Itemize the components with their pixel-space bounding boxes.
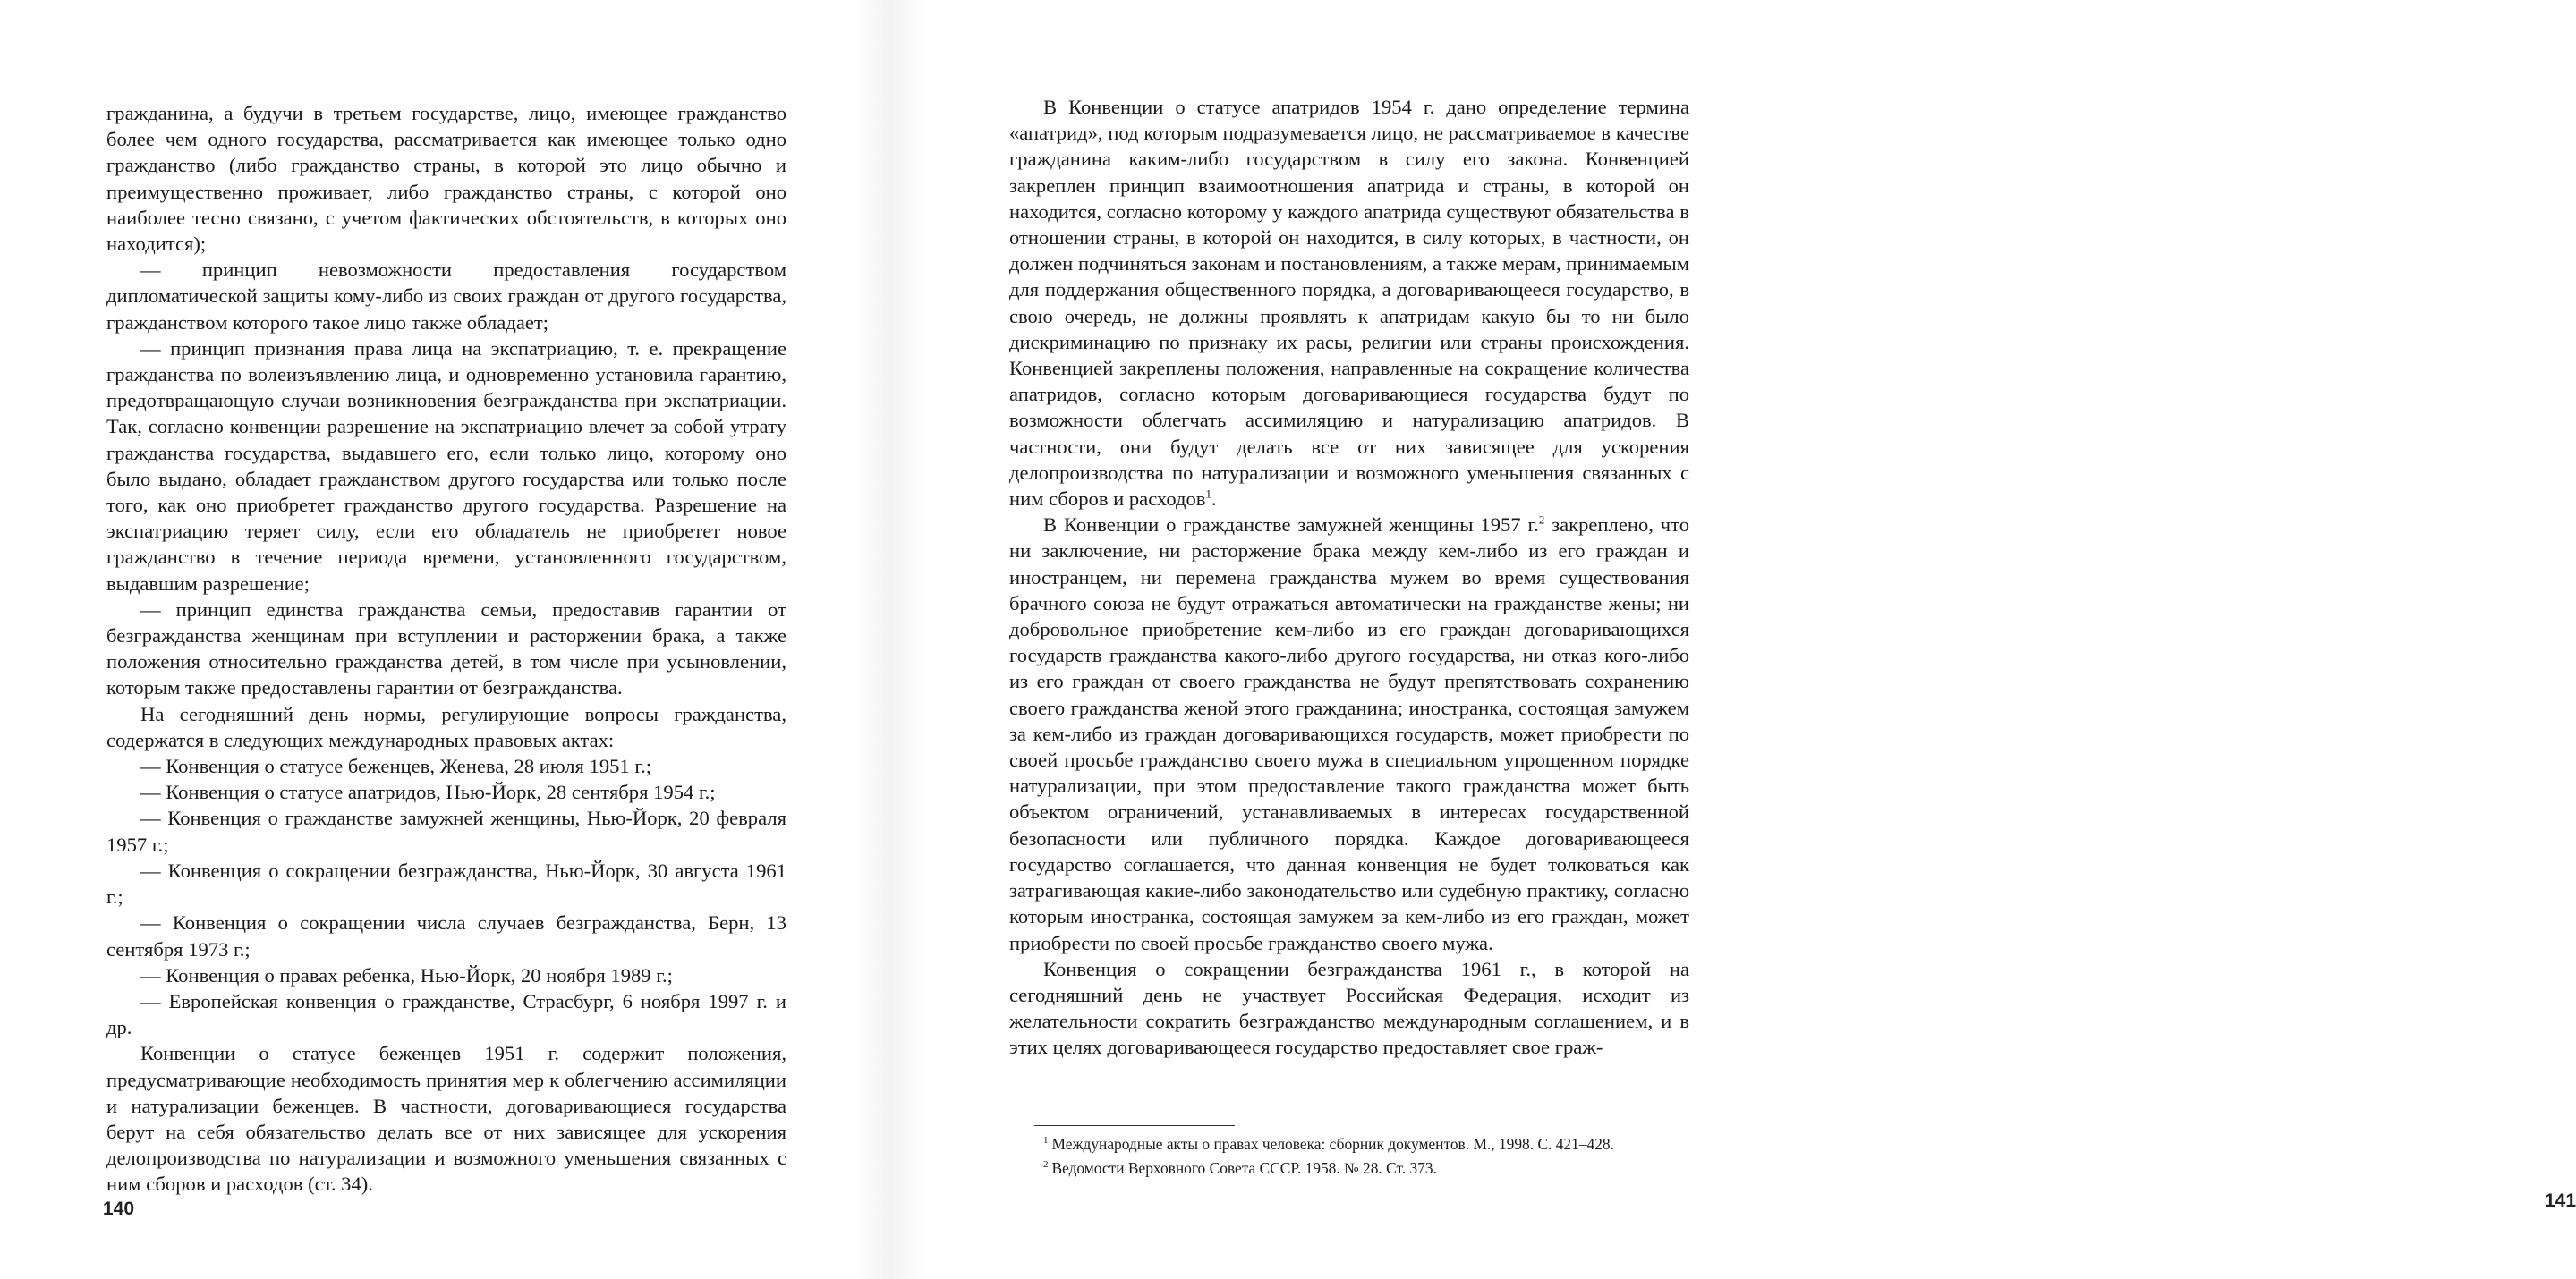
list-item: — принцип невозможности предоставления государством дипломатической защиты кому-либо из своих граждан от другого государства, гражданством которого такое лицо также обладает;: [106, 258, 786, 334]
left-page: [0, 0, 891, 1279]
paragraph: [1009, 94, 1689, 512]
paragraph: [1009, 512, 1689, 955]
paragraph-text: В Конвенции о статусе апатридов 1954 г. дано определение термина «апатрид», под которым подразумевается лицо, не рассматриваемое в качестве гражданина каким-либо государством в силу его закона. Конвенцией закреплен принцип взаимоотношения апатрида и страны, в которой он находится, согласно которому у каждого апатрида существуют обязательства в отношении страны, в которой он находится, в силу которых, в частности, он должен подчиняться законам и постановлениям, а также мерам, принимаемым для поддержания общественного порядка, а договаривающееся государство, в свою очередь, не должны проявлять к апатридам какую бы то ни было дискриминацию по признаку их расы, религии или страны происхождения. Конвенцией закреплены положения, направленные на сокращение количества апатридов, согласно которым договаривающиеся государства будут по возможности облегчать ассимиляцию и натурализацию апатридов. В частности, они будут делать все от них зависящее для ускорения делопроизводства по натурализации и возможного уменьшения связанных с ним сборов и расходов: [1009, 96, 1689, 511]
list-item: — Конвенция о гражданстве замужней женщины, Нью-Йорк, 20 февраля 1957 г.;: [106, 807, 786, 856]
list-item: — Европейская конвенция о гражданстве, Страсбург, 6 ноября 1997 г. и др.: [106, 989, 786, 1039]
paragraph: На сегодняшний день нормы, регулирующие вопросы гражданства, содержатся в следующих международных правовых актах:: [106, 702, 786, 751]
footnote-mark: 1: [1043, 1135, 1049, 1147]
paragraph-text: В Конвенции о гражданстве замужней женщины 1957 г.: [1043, 513, 1539, 537]
list-item: — принцип признания права лица на экспатриацию, т. е. прекращение гражданства по волеизъявлению лица, и одновременно установила гарантию, предотвращающую случаи возникновения безгражданства при экспатриации. Так, согласно конвенции разрешение на экспатриацию влечет за собой утрату гражданства государства, выдавшего его, если только лицо, которому оно было выдано, обладает гражданством другого государства или только после того, как оно приобретет гражданство другого государства. Разрешение на экспатриацию теряет силу, если его обладатель не приобретет новое гражданство в течение периода времени, установленного государством, выдавшим разрешение;: [106, 336, 786, 595]
footnote-divider: [1034, 1125, 1235, 1126]
footnote-mark: 2: [1043, 1159, 1049, 1171]
page-number-right: 141: [2545, 1190, 2576, 1211]
list-item: — Конвенция о сокращении числа случаев безгражданства, Берн, 13 сентября 1973 г.;: [106, 911, 786, 961]
list-item: — Конвенция о сокращении безгражданства, Нью-Йорк, 30 августа 1961 г.;: [106, 859, 786, 909]
right-page-body: [1009, 94, 1689, 1061]
footnote-text: Ведомости Верховного Совета СССР. 1958. № 28. Ст. 373.: [1051, 1159, 1437, 1177]
right-page: [891, 0, 2576, 1279]
footnote-text: Международные акты о правах человека: сборник документов. М., 1998. С. 421–428.: [1051, 1135, 1614, 1153]
left-page-body: [106, 100, 786, 1198]
paragraph-text: .: [1211, 487, 1217, 511]
list-item: — принцип единства гражданства семьи, предоставив гарантии от безгражданства женщинам при вступлении и расторжении брака, а также положения относительно гражданства детей, в том числе при усыновлении, которым также предоставлены гарантии от безгражданства.: [106, 597, 786, 699]
page-number-left: 140: [103, 1199, 135, 1219]
list-item: — Конвенция о правах ребенка, Нью-Йорк, 20 ноября 1989 г.;: [140, 963, 673, 987]
paragraph: Конвенция о сокращении безгражданства 1961 г., в которой на сегодняшний день не участвует Российская Федерация, исходит из желательности сократить безгражданство международным соглашением, и в этих целях договаривающееся государство предоставляет свое граж-: [1009, 957, 1689, 1059]
footnotes: [1043, 1132, 1705, 1181]
paragraph: гражданина, а будучи в третьем государстве, лицо, имеющее гражданство более чем одного государства, рассматривается как имеющее только одно гражданство (либо гражданство страны, в которой это лицо обычно и преимущественно проживает, либо гражданство страны, с которой оно наиболее тесно связано, с учетом фактических обстоятельств, в которых оно находится);: [106, 102, 786, 256]
footnote-reference[interactable]: 1: [1205, 487, 1211, 501]
footnote-reference[interactable]: 2: [1538, 512, 1545, 527]
paragraph-text: закреплено, что ни заключение, ни расторжение брака между кем-либо из его граждан и иностранцем, ни перемена гражданства мужем во время существования брачного союза не будут отражаться автоматически на гражданстве жены; ни добровольное приобретение кем-либо из его граждан договаривающихся государств гражданства какого-либо другого государства, ни отказ кого-либо из его граждан от своего гражданства не будут препятствовать сохранению своего гражданства женой этого гражданина; иностранка, состоящая замужем за кем-либо из граждан договаривающихся государств, может приобрести по своей просьбе гражданство своего мужа в специальном упрощенном порядке натурализации, при этом предоставление такого гражданства может быть объектом ограничений, устанавливаемых в интересах государственной безопасности или публичного порядка. Каждое договаривающееся государство соглашается, что данная конвенция не будет толковаться как затрагивающая какие-либо законодательство или судебную практику, согласно которым иностранка, состоящая замужем за кем-либо из его граждан, может приобрести по своей просьбе гражданство своего мужа.: [1009, 513, 1689, 954]
list-item: — Конвенция о статусе беженцев, Женева, 28 июля 1951 г.;: [140, 755, 651, 778]
list-item: — Конвенция о статусе апатридов, Нью-Йорк, 28 сентября 1954 г.;: [140, 781, 716, 804]
footnote: [1043, 1132, 1705, 1156]
footnote: [1043, 1156, 1705, 1181]
paragraph: Конвенции о статусе беженцев 1951 г. содержит положения, предусматривающие необходимость принятия мер к облегчению ассимиляции и натурализации беженцев. В частности, договаривающиеся государства берут на себя обязательство делать все от них зависящее для ускорения делопроизводства по натурализации и возможного уменьшения связанных с ним сборов и расходов (ст. 34).: [106, 1042, 786, 1196]
